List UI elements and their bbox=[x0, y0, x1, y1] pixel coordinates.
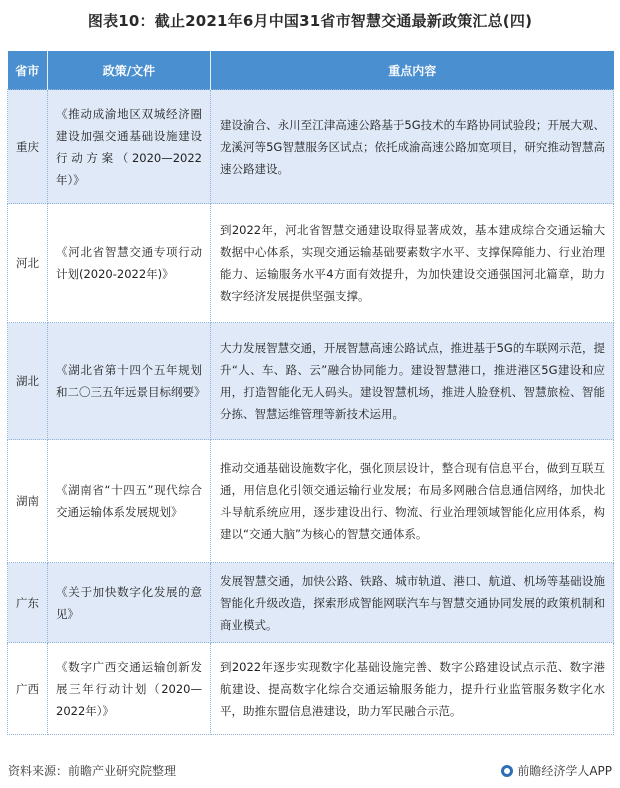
row-document: 《关于加快数字化发展的意见》 bbox=[48, 563, 211, 643]
row-document: 《数字广西交通运输创新发展三年行动计划（2020—2022年）》 bbox=[48, 643, 211, 735]
row-province: 广西 bbox=[8, 643, 48, 735]
brand-footer bbox=[501, 762, 612, 779]
row-province: 广东 bbox=[8, 563, 48, 643]
row-province: 湖北 bbox=[8, 323, 48, 440]
row-province: 湖南 bbox=[8, 440, 48, 563]
table-row bbox=[8, 563, 614, 643]
table-row bbox=[8, 323, 614, 440]
page-title: 图表10：截止2021年6月中国31省市智慧交通最新政策汇总(四) bbox=[87, 12, 533, 30]
row-key-points: 大力发展智慧交通，开展智慧高速公路试点，推进基于5G的车联网示范，提升“人、车、路、云”融合协同能力。建设智慧港口，推进港区5G建设和应用，打造智能化无人码头。建设智慧机场，推进人脸登机、智慧旅检、智能分拣、智慧运维管理等新技术运用。 bbox=[211, 323, 614, 440]
brand-logo-icon bbox=[501, 765, 513, 777]
table-row bbox=[8, 204, 614, 323]
table-row bbox=[8, 440, 614, 563]
row-province: 重庆 bbox=[8, 90, 48, 204]
row-key-points: 到2022年逐步实现数字化基础设施完善、数字公路建设试点示范、数字港航建设、提高数字化综合交通运输服务能力，提升行业监管服务数字化水平，助推东盟信息港建设，助力军民融合示范。 bbox=[211, 643, 614, 735]
row-document: 《推动成渝地区双城经济圈建设加强交通基础设施建设行动方案（2020—2022年）》 bbox=[48, 90, 211, 204]
row-document: 《河北省智慧交通专项行动计划(2020-2022年)》 bbox=[48, 204, 211, 323]
header-province: 省市 bbox=[8, 51, 48, 90]
brand-label: 前瞻经济学人APP bbox=[517, 764, 612, 778]
row-key-points: 到2022年，河北省智慧交通建设取得显著成效，基本建成综合交通运输大数据中心体系，实现交通运输基础要素数字水平、支撑保障能力、行业治理能力、运输服务水平4方面有效提升，为加快建设交通强国河北篇章，助力数字经济发展提供坚强支撑。 bbox=[211, 204, 614, 323]
row-province: 河北 bbox=[8, 204, 48, 323]
header-key-points: 重点内容 bbox=[211, 51, 614, 90]
header-document: 政策/文件 bbox=[48, 51, 211, 90]
source-note: 资料来源：前瞻产业研究院整理 bbox=[8, 764, 177, 778]
table-header-row bbox=[8, 51, 614, 90]
table-row bbox=[8, 643, 614, 735]
table-row bbox=[8, 90, 614, 204]
row-key-points: 推动交通基础设施数字化，强化顶层设计，整合现有信息平台，做到互联互通，用信息化引领交通运输行业发展；布局多网融合信息通信网络，加快北斗导航系统应用，逐步建设出行、物流、行业治理领域智能化应用体系，构建以“交通大脑”为核心的智慧交通体系。 bbox=[211, 440, 614, 563]
row-key-points: 建设渝合、永川至江津高速公路基于5G技术的车路协同试验段；开展大观、龙溪河等5G智慧服务区试点；依托成渝高速公路加宽项目，研究推动智慧高速公路建设。 bbox=[211, 90, 614, 204]
row-document: 《湖南省“十四五”现代综合交通运输体系发展规划》 bbox=[48, 440, 211, 563]
row-key-points: 发展智慧交通，加快公路、铁路、城市轨道、港口、航道、机场等基础设施智能化升级改造，探索形成智能网联汽车与智慧交通协同发展的政策机制和商业模式。 bbox=[211, 563, 614, 643]
policy-table bbox=[7, 51, 614, 735]
row-document: 《湖北省第十四个五年规划和二〇三五年远景目标纲要》 bbox=[48, 323, 211, 440]
